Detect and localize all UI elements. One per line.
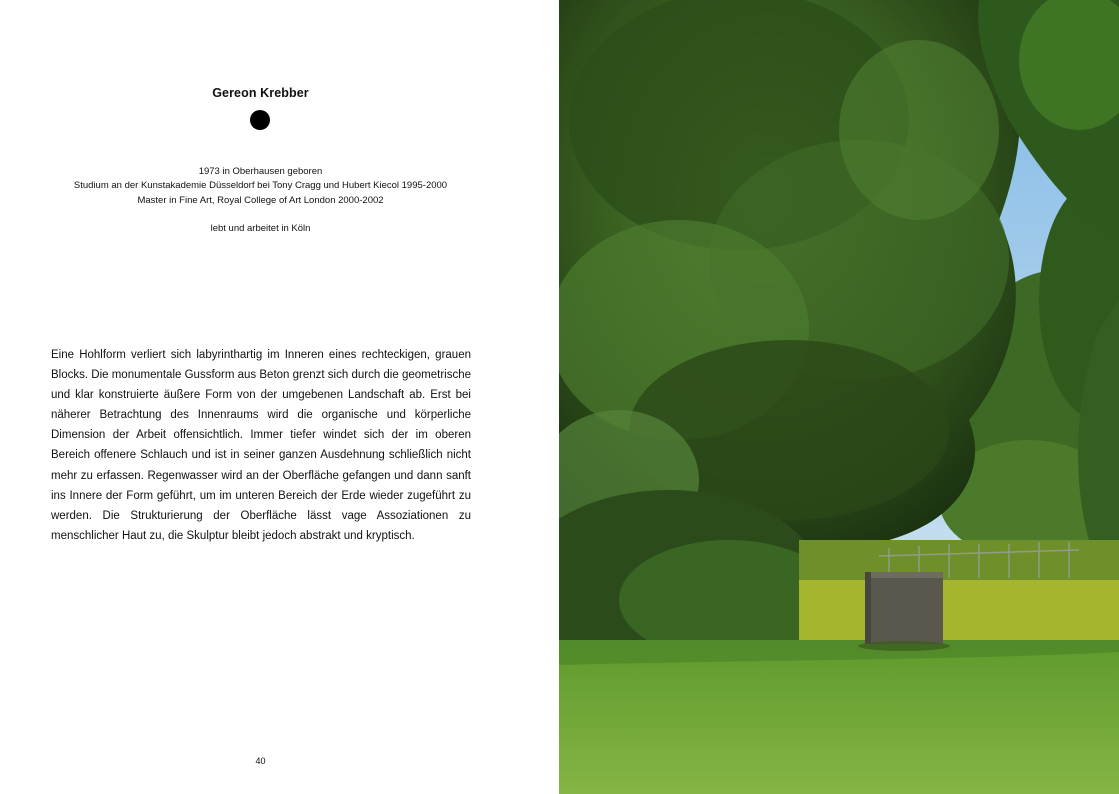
artist-residence: lebt und arbeitet in Köln — [210, 223, 311, 234]
sculpture-photo — [559, 0, 1119, 794]
text-page — [0, 0, 559, 794]
artist-name: Gereon Krebber — [212, 86, 309, 100]
large-tree-canopy — [559, 0, 1020, 560]
bio-line-study: Studium an der Kunstakademie Düsseldorf bei Tony Cragg und Hubert Kiecol 1995-2000 — [73, 180, 448, 192]
concrete-sculpture — [858, 572, 950, 651]
black-dot-icon — [250, 110, 270, 130]
artist-bio — [0, 165, 521, 208]
park-scene-illustration — [559, 0, 1119, 794]
artwork-description: Eine Hohlform verliert sich labyrinthartig im Inneren eines rechteckigen, grauen Blocks. Die monumentale Gussform aus Beton grenzt sich durch die geometrische und klar konstruierte äußere Form von der umgebenen Landschaft ab. Erst bei näherer Betrachtung des Innenraums wird die organische und körperliche Dimension der Arbeit offensichtlich. Immer tiefer windet sich der im oberen Bereich offenere Schlauch und ist in seiner ganzen Ausdehnung schließlich nicht mehr zu erfassen. Regenwasser wird an der Oberfläche gefangen und dann sanft ins Innere der Form geführt, um im unteren Bereich der Erde wieder zugeführt zu werden. Die Strukturierung der Oberfläche lässt vage Assoziationen zu menschlicher Haut zu, die Skulptur bleibt jedoch abstrakt und kryptisch. — [51, 349, 471, 542]
hedge — [799, 540, 1119, 640]
page-number: 40 — [255, 756, 266, 766]
bio-line-birth: 1973 in Oberhausen geboren — [198, 166, 323, 177]
bio-line-master: Master in Fine Art, Royal College of Art London 2000-2002 — [137, 194, 384, 206]
